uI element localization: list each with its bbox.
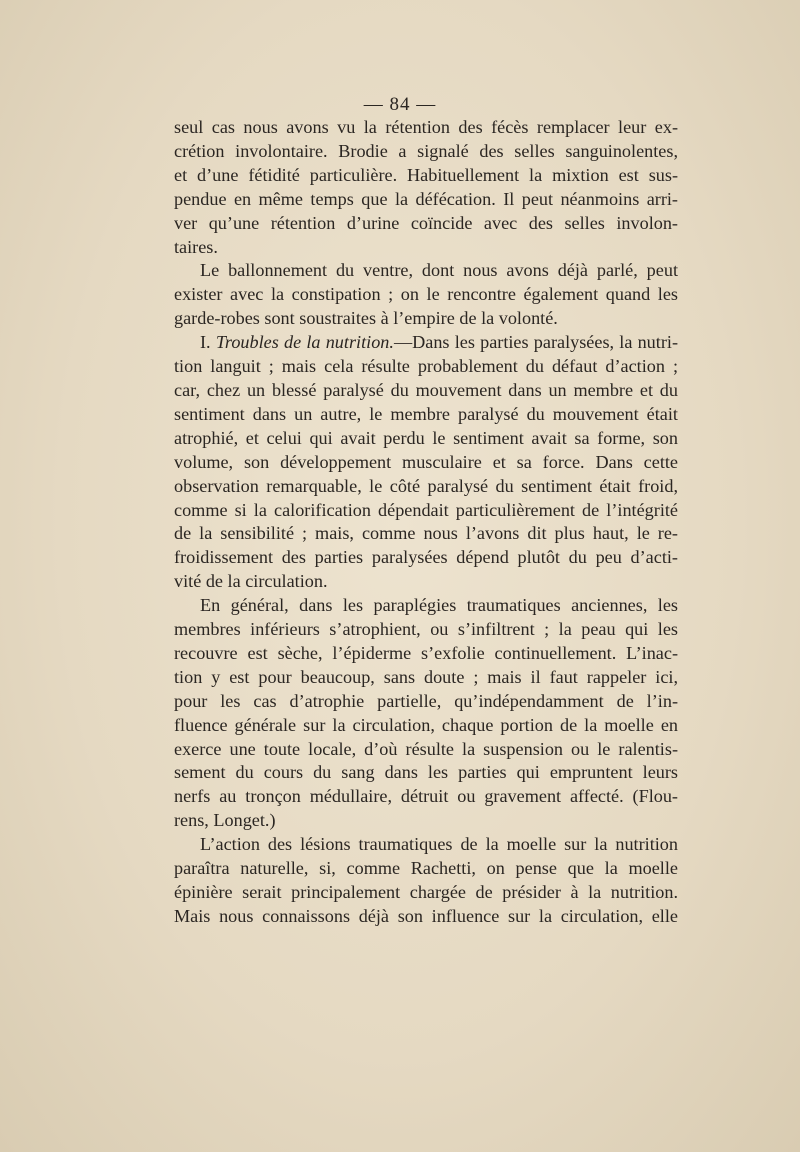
text-line: exerce une toute locale, d’où résulte la suspension ou le ralentis- bbox=[174, 738, 678, 759]
text-line: crétion involontaire. Brodie a signalé des selles sanguinolentes, bbox=[174, 140, 678, 161]
text-line: pendue en même temps que la défécation. Il peut néanmoins arri- bbox=[174, 188, 678, 209]
text-line: Le ballonnement du ventre, dont nous avons déjà parlé, peut bbox=[200, 260, 678, 281]
text-line: et d’une fétidité particulière. Habituellement la mixtion est sus- bbox=[174, 164, 678, 185]
section-heading: Troubles de la nutrition. bbox=[215, 332, 394, 353]
text-line: exister avec la constipation ; on le rencontre également quand les bbox=[174, 284, 678, 305]
text-line: pour les cas d’atrophie partielle, qu’indépendamment de l’in- bbox=[174, 690, 678, 711]
text-line: tion languit ; mais cela résulte probablement du défaut d’action ; bbox=[174, 356, 678, 377]
page-number: — 84 — bbox=[363, 94, 437, 115]
text-line: paraîtra naturelle, si, comme Rachetti, on pense que la moelle bbox=[174, 858, 678, 879]
text-line: sentiment dans un autre, le membre paralysé du mouvement était bbox=[174, 403, 678, 424]
body-text bbox=[174, 116, 678, 929]
paragraph-3 bbox=[174, 331, 678, 594]
text-line: fluence générale sur la circulation, chaque portion de la moelle en bbox=[174, 714, 678, 735]
paragraph-5 bbox=[174, 833, 678, 929]
section-number: I. bbox=[200, 332, 216, 353]
text-line: Mais nous connaissons déjà son influence sur la circulation, elle bbox=[174, 905, 678, 926]
text-line: L’action des lésions traumatiques de la moelle sur la nutrition bbox=[200, 834, 678, 855]
text-line: seul cas nous avons vu la rétention des fécès remplacer leur ex- bbox=[174, 117, 678, 137]
text-line: car, chez un blessé paralysé du mouvement dans un membre et du bbox=[174, 379, 678, 400]
text-line bbox=[174, 331, 678, 355]
text-line: épinière serait principalement chargée de présider à la nutrition. bbox=[174, 882, 678, 902]
text-line: recouvre est sèche, l’épiderme s’exfolie continuellement. L’inac- bbox=[174, 642, 678, 663]
text-line: tion y est pour beaucoup, sans doute ; mais il faut rappeler ici, bbox=[174, 666, 678, 687]
text-line: sement du cours du sang dans les parties qui empruntent leurs bbox=[174, 762, 678, 783]
text-line: observation remarquable, le côté paralysé du sentiment était froid, bbox=[174, 475, 678, 496]
text-line: de la sensibilité ; mais, comme nous l’avons dit plus haut, le re- bbox=[174, 523, 678, 544]
paragraph-4 bbox=[174, 594, 678, 833]
text-line: vité de la circulation. bbox=[174, 571, 328, 592]
text-line: atrophié, et celui qui avait perdu le sentiment avait sa forme, son bbox=[174, 427, 678, 448]
text-line: ver qu’une rétention d’urine coïncide avec des selles involon- bbox=[174, 212, 678, 233]
text-line: En général, dans les paraplégies traumatiques anciennes, les bbox=[200, 595, 678, 616]
text-line: garde-robes sont soustraites à l’empire de la volonté. bbox=[174, 308, 558, 329]
text-line: rens, Longet.) bbox=[174, 810, 276, 831]
paragraph-2 bbox=[174, 259, 678, 331]
paragraph-1 bbox=[174, 116, 678, 259]
text-line: taires. bbox=[174, 236, 218, 257]
text-line-fragment: —Dans les parties paralysées, la nutri- bbox=[393, 332, 678, 353]
text-line: membres inférieurs s’atrophient, ou s’infiltrent ; la peau qui les bbox=[174, 619, 678, 640]
text-line: volume, son développement musculaire et sa force. Dans cette bbox=[174, 451, 678, 472]
text-line: froidissement des parties paralysées dépend plutôt du peu d’acti- bbox=[174, 547, 678, 568]
text-line: comme si la calorification dépendait particulièrement de l’intégrité bbox=[174, 499, 678, 520]
text-line: nerfs au tronçon médullaire, détruit ou gravement affecté. (Flou- bbox=[174, 786, 678, 807]
